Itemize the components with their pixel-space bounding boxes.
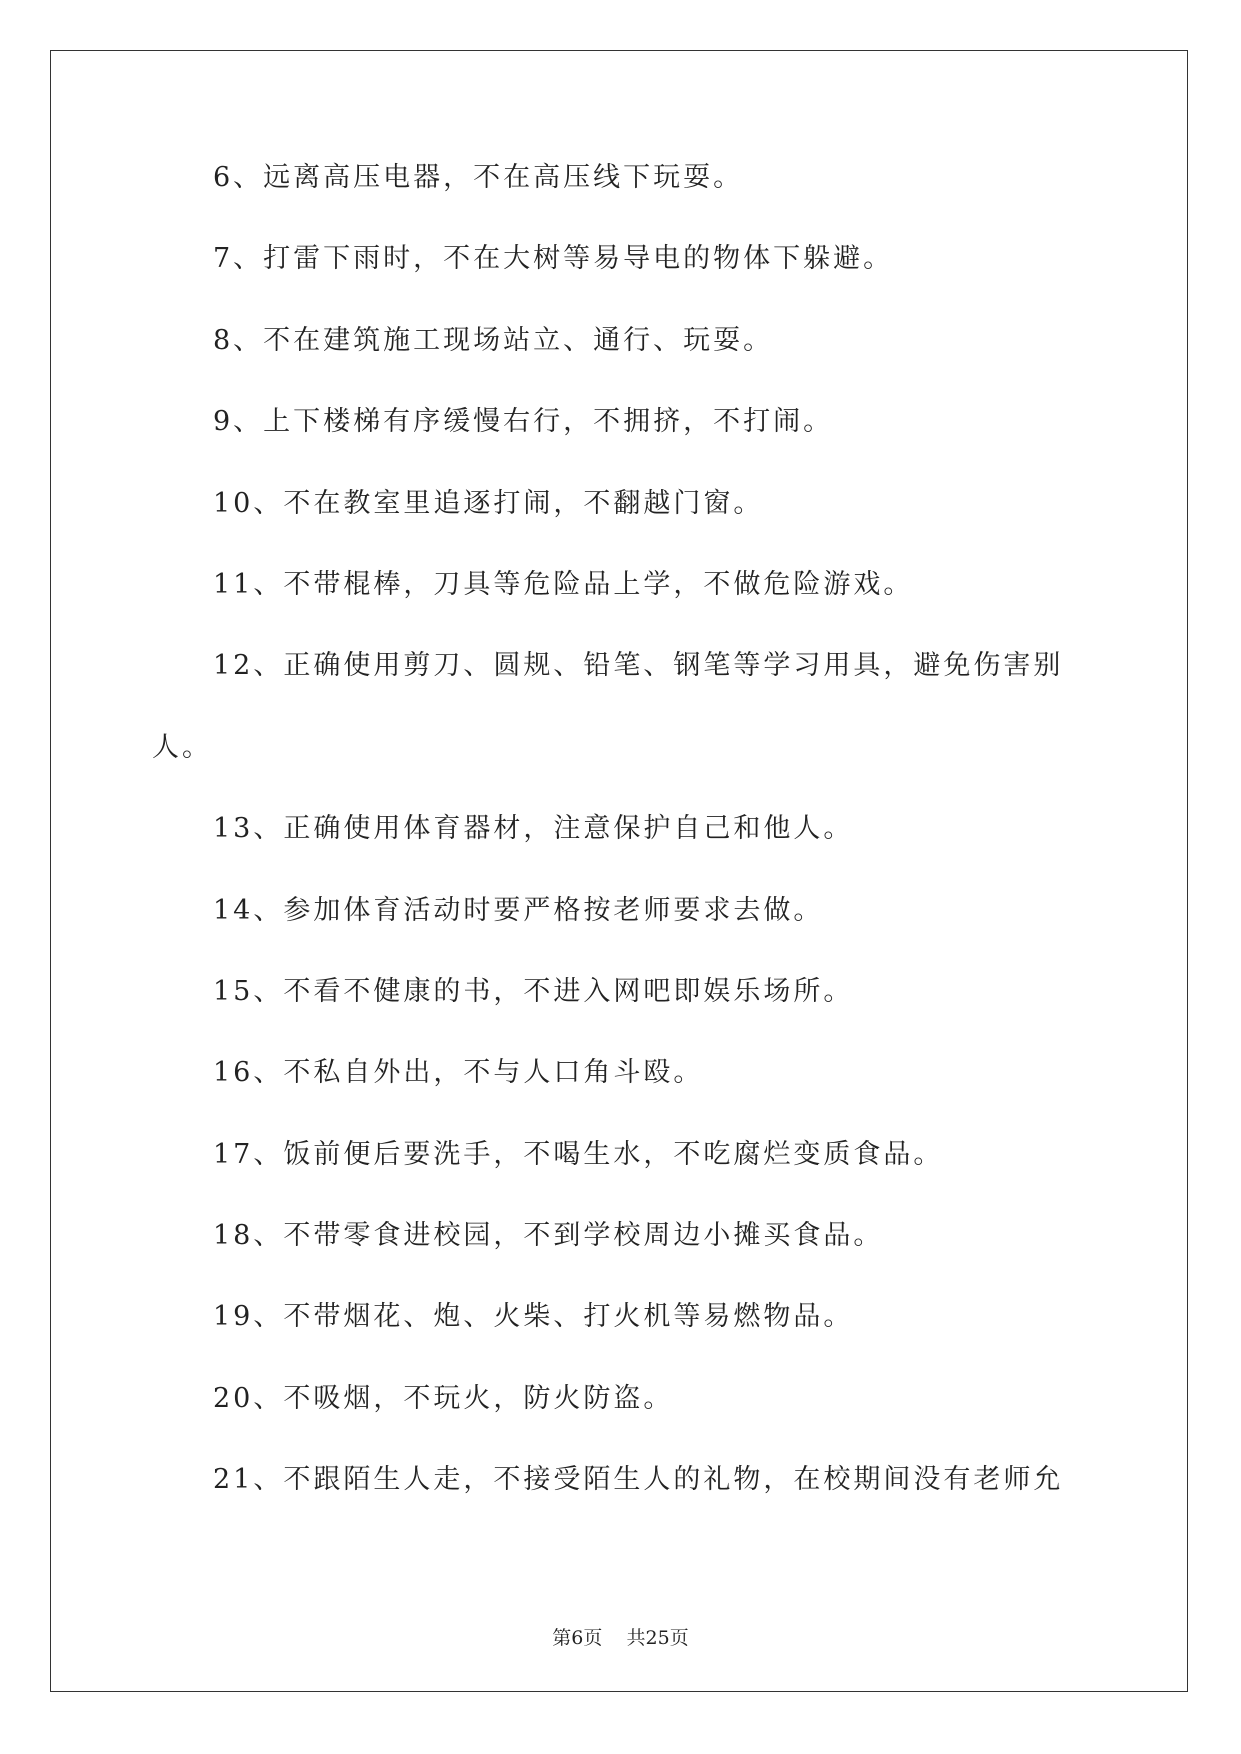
paragraph-line: 12、正确使用剪刀、圆规、铅笔、钢笔等学习用具，避免伤害别 — [213, 650, 1064, 682]
paragraph-line: 20、不吸烟，不玩火，防火防盗。 — [213, 1382, 674, 1414]
paragraph-line: 6、远离高压电器，不在高压线下玩耍。 — [213, 162, 744, 193]
paragraph-line: 10、不在教室里追逐打闹，不翻越门窗。 — [213, 487, 764, 519]
paragraph-line: 21、不跟陌生人走，不接受陌生人的礼物，在校期间没有老师允 — [213, 1464, 1064, 1496]
paragraph-line: 19、不带烟花、炮、火柴、打火机等易燃物品。 — [213, 1301, 854, 1333]
paragraph-line: 9、上下楼梯有序缓慢右行，不拥挤，不打闹。 — [213, 406, 834, 438]
paragraph-line: 7、打雷下雨时，不在大树等易导电的物体下躲避。 — [213, 243, 894, 275]
page-number-footer: 第6页 共25页 — [552, 1627, 689, 1649]
document-body — [152, 162, 1092, 1546]
paragraph-line: 16、不私自外出，不与人口角斗殴。 — [213, 1057, 704, 1089]
paragraph-line-continuation: 人。 — [152, 731, 212, 763]
paragraph-line: 8、不在建筑施工现场站立、通行、玩耍。 — [213, 324, 774, 356]
paragraph-line: 17、饭前便后要洗手，不喝生水，不吃腐烂变质食品。 — [213, 1138, 944, 1170]
paragraph-line: 14、参加体育活动时要严格按老师要求去做。 — [213, 894, 824, 926]
paragraph-line: 13、正确使用体育器材，注意保护自己和他人。 — [213, 813, 854, 845]
paragraph-line: 11、不带棍棒，刀具等危险品上学，不做危险游戏。 — [213, 568, 914, 600]
paragraph-line: 15、不看不健康的书，不进入网吧即娱乐场所。 — [213, 975, 854, 1007]
paragraph-line: 18、不带零食进校园，不到学校周边小摊买食品。 — [213, 1220, 884, 1252]
